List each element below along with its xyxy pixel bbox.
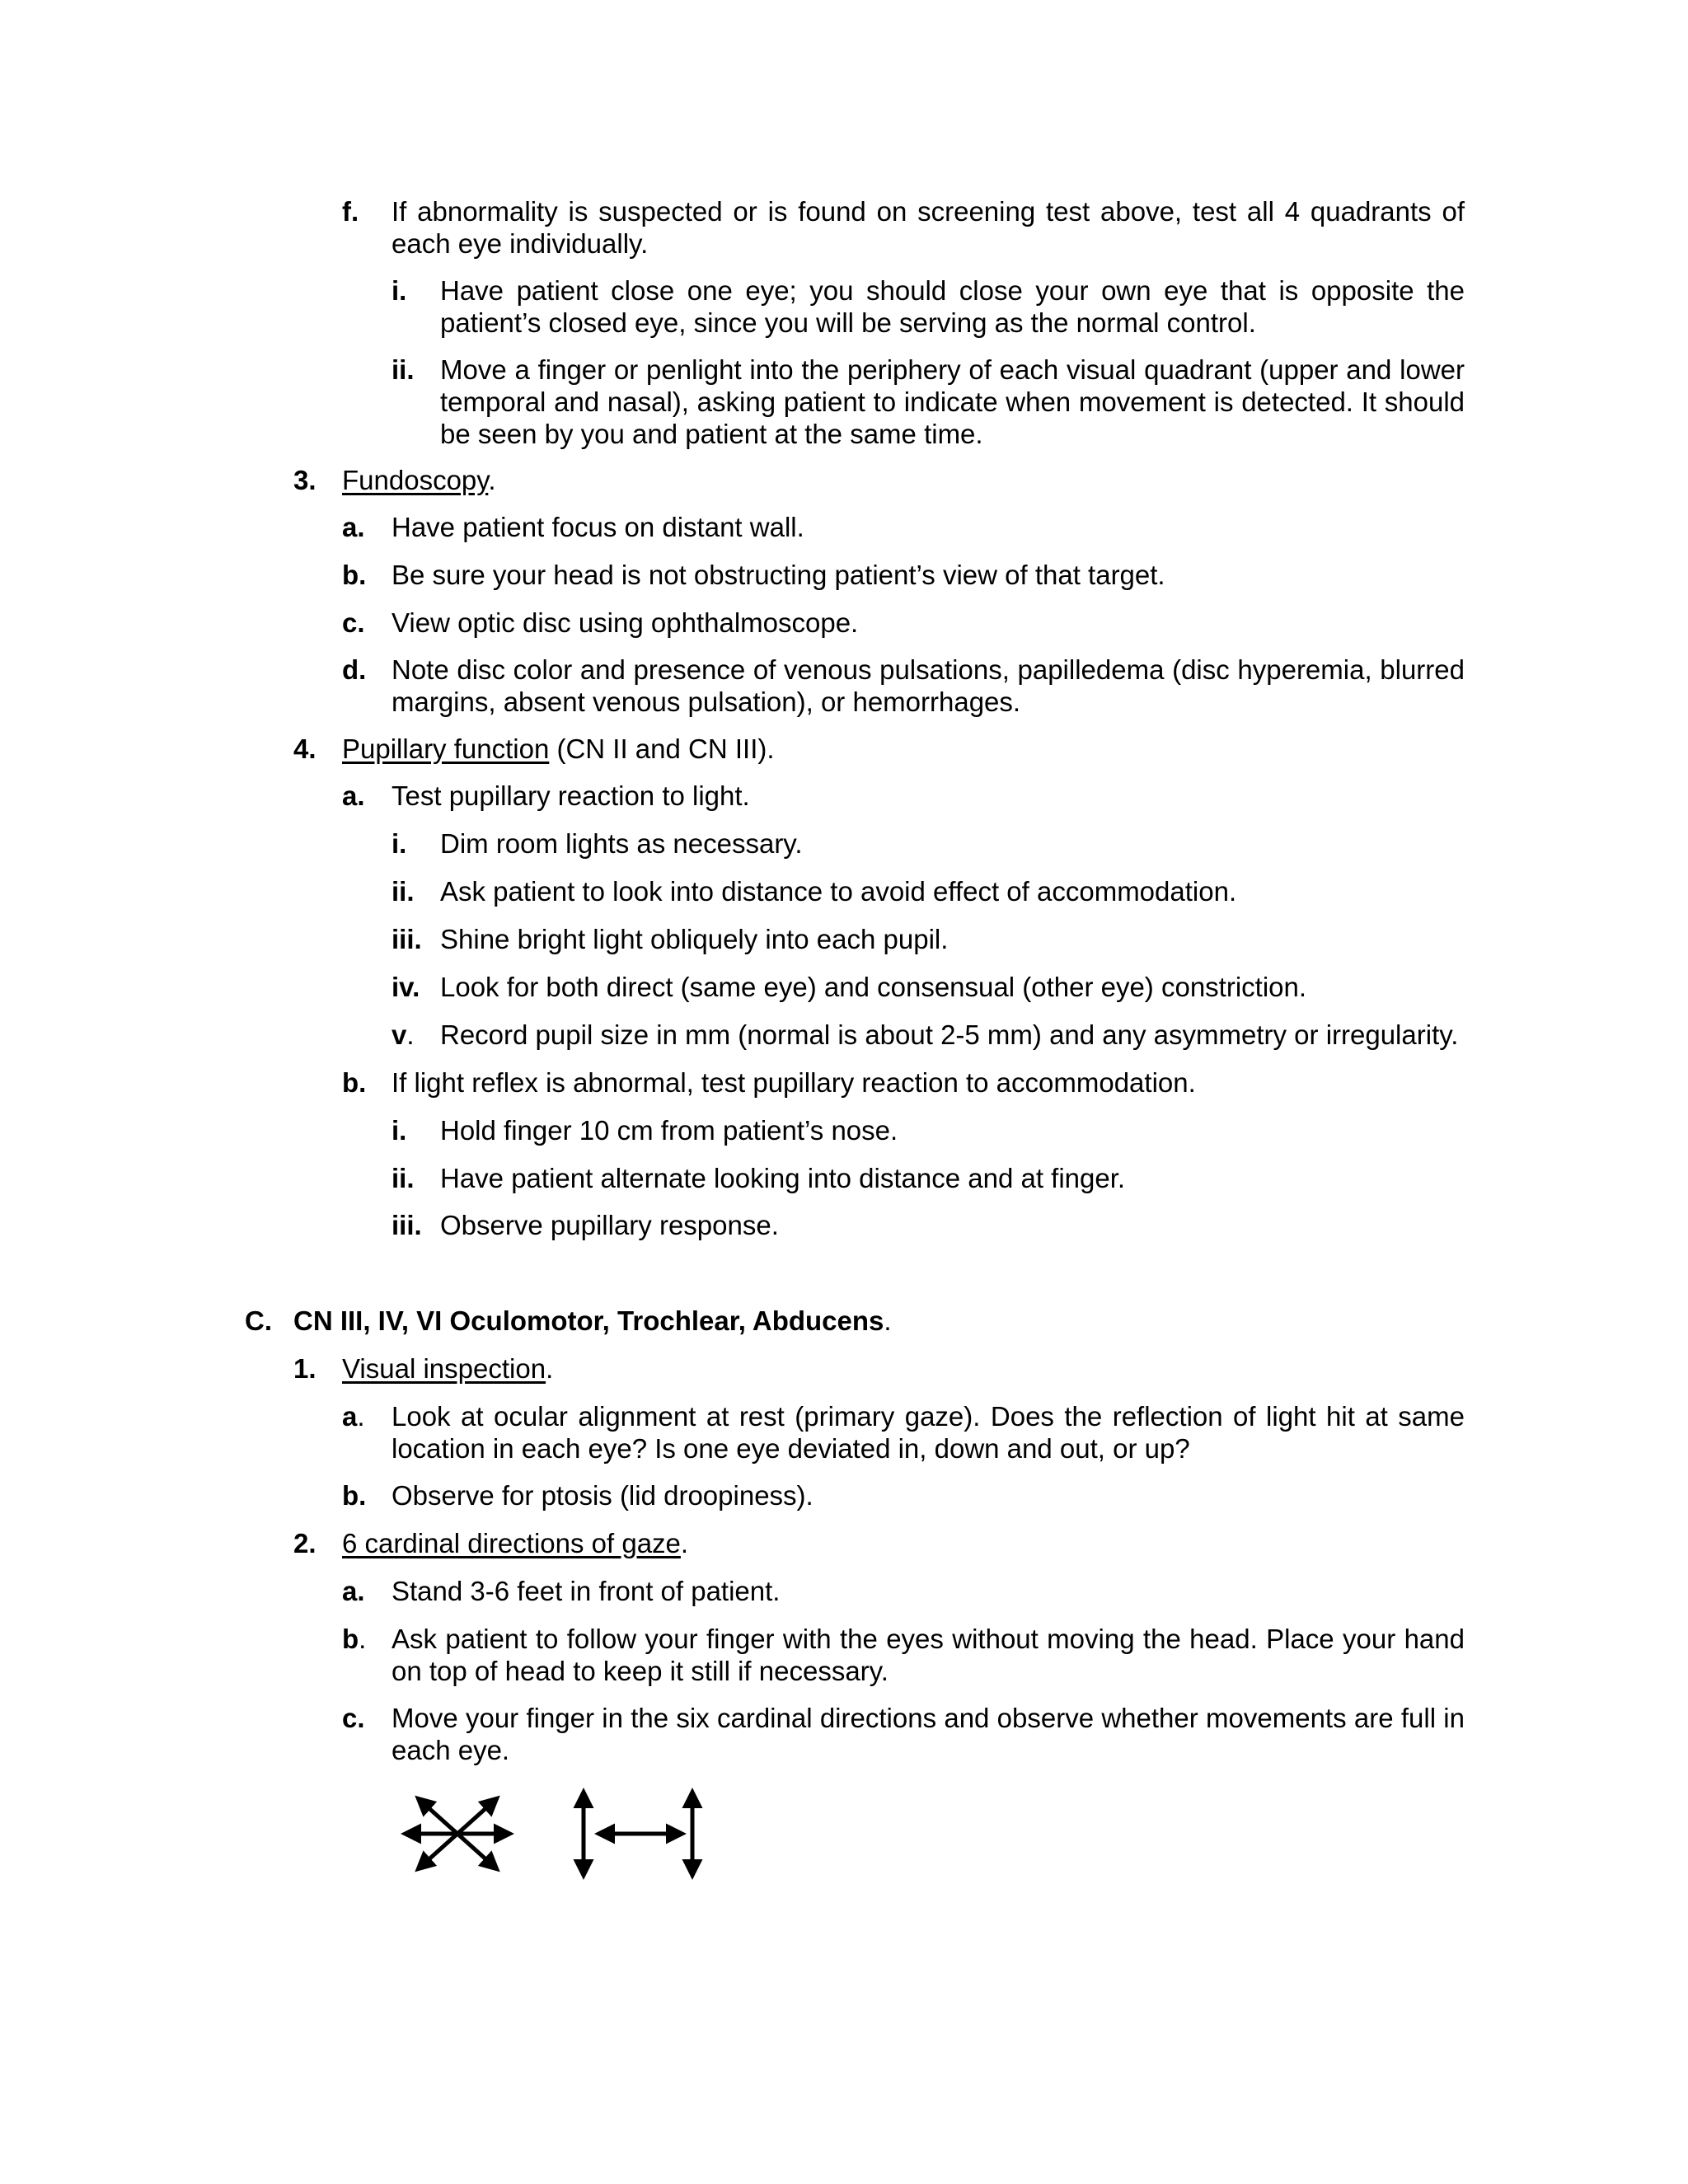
item-label-text: a [342,1401,358,1432]
item-label: iii. [392,924,422,954]
item-label-text: v [392,1019,407,1050]
item-label-text: b [342,1624,359,1654]
item-text: Ask patient to follow your finger with the eyes without moving the head. Place your hand on top of head to keep it still if necessary. [392,1624,1465,1686]
item-label: i. [392,275,407,306]
item-label [342,1623,366,1655]
item-label [392,1019,415,1051]
item-label: a. [342,512,365,542]
item-text: Test pupillary reaction to light. [392,780,750,811]
item-label: ii. [392,354,415,385]
section-title-suffix: . [488,465,496,495]
item-text: Shine bright light obliquely into each pupil. [440,924,949,954]
item-label: a. [342,1576,365,1606]
item-text: Move a finger or penlight into the periphery of each visual quadrant (upper and lower temporal and nasal), asking patient to indicate when movement is detected. It should be seen by you and patient at the same time. [440,354,1465,449]
item-text: Be sure your head is not obstructing patient’s view of that target. [392,560,1165,590]
heading-text: CN III, IV, VI Oculomotor, Trochlear, Abducens [293,1305,884,1336]
heading [293,1305,1464,1337]
heading-suffix: . [884,1305,892,1336]
item-label: i. [392,828,407,859]
item-label: ii. [392,876,415,907]
section-title [342,1352,1463,1385]
item-text: If abnormality is suspected or is found on screening test above, test all 4 quadrants of each eye individually. [392,196,1465,259]
item-text: If light reflex is abnormal, test pupillary reaction to accommodation. [392,1067,1196,1098]
item-label: f. [342,196,359,227]
section-title-suffix: . [680,1528,689,1558]
item-label: b. [342,560,367,590]
item-text: Move your finger in the six cardinal directions and observe whether movements are full in each eye. [392,1703,1465,1765]
item-label: a. [342,780,365,811]
item-label: iii. [392,1210,422,1240]
section-title-text: Fundoscopy [342,465,489,495]
six-directions-x-diagram-icon [400,1788,515,1879]
vertical-horizontal-gaze-diagram-icon [569,1787,709,1881]
item-label: iv. [392,972,420,1002]
item-label: c. [342,607,365,638]
section-title [342,733,1463,765]
item-text: Look for both direct (same eye) and consensual (other eye) constriction. [440,972,1307,1002]
item-label-suffix: . [359,1624,367,1654]
item-label: b. [342,1067,367,1098]
section-title-text: 6 cardinal directions of gaze [342,1528,681,1558]
section-title-suffix: (CN II and CN III). [549,733,775,764]
item-text: Stand 3-6 feet in front of patient. [392,1576,781,1606]
item-text: Record pupil size in mm (normal is about 2-5 mm) and any asymmetry or irregularity. [440,1019,1459,1050]
item-label: i. [392,1115,407,1146]
item-text: View optic disc using ophthalmoscope. [392,607,859,638]
item-text: Look at ocular alignment at rest (primary gaze). Does the reflection of light hit at same location in each eye? Is one eye deviated in, down and out, or up? [392,1401,1465,1464]
item-label-suffix: . [406,1019,415,1050]
item-label: d. [342,654,367,685]
item-text: Dim room lights as necessary. [440,828,803,859]
section-number: 4. [293,733,316,764]
heading-letter: C. [245,1305,272,1336]
section-title [342,1527,1463,1559]
section-number: 2. [293,1528,316,1558]
item-text: Have patient close one eye; you should close your own eye that is opposite the patient’s closed eye, since you will be serving as the normal control. [440,275,1465,338]
item-label: b. [342,1480,367,1511]
item-text: Observe for ptosis (lid droopiness). [392,1480,814,1511]
section-number: 3. [293,465,316,495]
section-title-text: Pupillary function [342,733,550,764]
section-title [342,464,1463,496]
item-label-suffix: . [357,1401,365,1432]
item-text: Have patient focus on distant wall. [392,512,804,542]
item-text: Observe pupillary response. [440,1210,779,1240]
item-text: Have patient alternate looking into distance and at finger. [440,1163,1126,1193]
item-text: Ask patient to look into distance to avoid effect of accommodation. [440,876,1237,907]
section-number: 1. [293,1353,316,1384]
item-text: Hold finger 10 cm from patient’s nose. [440,1115,898,1146]
item-text: Note disc color and presence of venous pulsations, papilledema (disc hyperemia, blurred margins, absent venous pulsation), or hemorrhages. [392,654,1465,717]
item-label: ii. [392,1163,415,1193]
item-label [342,1400,365,1432]
section-title-text: Visual inspection [342,1353,546,1384]
section-title-suffix: . [546,1353,554,1384]
item-label: c. [342,1703,365,1733]
